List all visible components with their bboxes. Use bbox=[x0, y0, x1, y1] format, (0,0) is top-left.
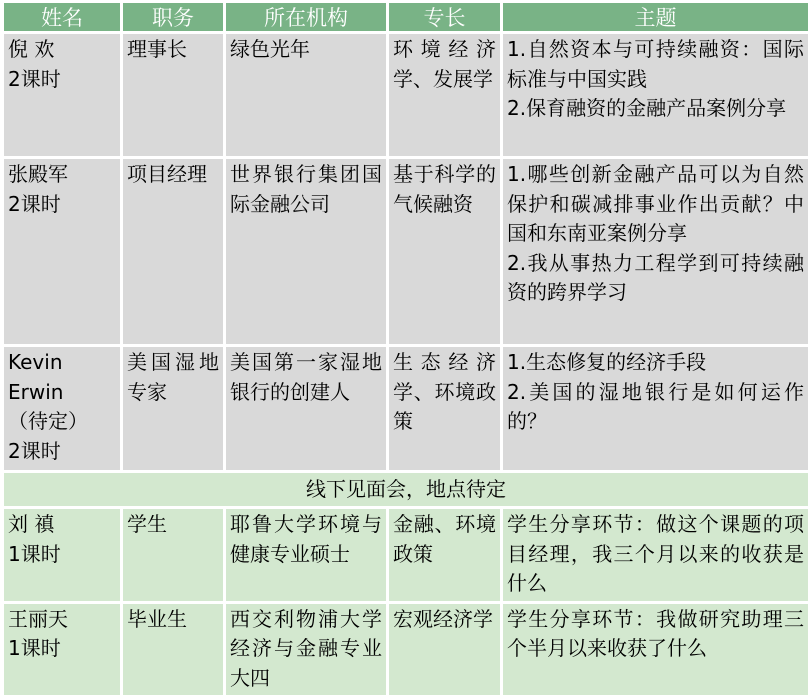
speaker-hours: 2课时 bbox=[8, 191, 61, 216]
speaker-cell bbox=[3, 346, 122, 472]
topic-cell: 学生分享环节：我做研究助理三个半月以来收获了什么 bbox=[502, 602, 809, 697]
expertise-cell: 金融、环境政策 bbox=[388, 508, 502, 603]
role-cell: 学生 bbox=[122, 508, 225, 603]
header-expertise: 专长 bbox=[388, 2, 502, 33]
speaker-cell bbox=[3, 33, 122, 158]
table-row bbox=[3, 33, 809, 158]
course-schedule-table bbox=[1, 0, 809, 698]
header-row bbox=[3, 2, 809, 33]
expertise-cell: 基于科学的气候融资 bbox=[388, 158, 502, 346]
speaker-name: 王丽天 bbox=[8, 606, 68, 631]
section-row bbox=[3, 472, 809, 508]
topic-item: 1.哪些创新金融产品可以为自然保护和碳减排事业作出贡献？中国和东南亚案例分享 bbox=[507, 162, 804, 245]
speaker-name: 张殿军 bbox=[8, 162, 68, 186]
topic-item: 2.保育融资的金融产品案例分享 bbox=[507, 96, 787, 120]
topic-cell bbox=[502, 346, 809, 472]
role-cell: 美国湿地专家 bbox=[122, 346, 225, 472]
section-label: 线下见面会，地点待定 bbox=[3, 472, 809, 508]
speaker-hours: 1课时 bbox=[8, 636, 61, 660]
table-row bbox=[3, 508, 809, 603]
role-cell: 理事长 bbox=[122, 33, 225, 158]
table-row bbox=[3, 346, 809, 472]
org-cell: 西交利物浦大学经济与金融专业大四 bbox=[225, 602, 388, 697]
speaker-hours: 2课时 bbox=[8, 438, 61, 463]
speaker-cell bbox=[3, 602, 122, 697]
topic-cell: 学生分享环节：做这个课题的项目经理，我三个月以来的收获是什么 bbox=[502, 508, 809, 603]
speaker-cell bbox=[3, 508, 122, 603]
speaker-name: 刘 禛 bbox=[8, 512, 55, 536]
expertise-cell: 宏观经济学 bbox=[388, 602, 502, 697]
org-cell: 世界银行集团国际金融公司 bbox=[225, 158, 388, 346]
table-row bbox=[3, 158, 809, 346]
speaker-hours: 1课时 bbox=[8, 541, 61, 566]
speaker-cell bbox=[3, 158, 122, 346]
topic-item: 1.自然资本与可持续融资：国际标准与中国实践 bbox=[507, 37, 804, 91]
topic-cell bbox=[502, 158, 809, 346]
topic-item: 1.生态修复的经济手段 bbox=[507, 350, 707, 374]
speaker-hours: 2课时 bbox=[8, 66, 61, 91]
header-name: 姓名 bbox=[3, 2, 122, 33]
expertise-cell: 环境经济学、发展学 bbox=[388, 33, 502, 158]
org-cell: 绿色光年 bbox=[225, 33, 388, 158]
topic-item: 2.我从事热力工程学到可持续融资的跨界学习 bbox=[507, 250, 804, 304]
topic-item: 2.美国的湿地银行是如何运作的？ bbox=[507, 379, 804, 433]
speaker-name: 倪 欢 bbox=[8, 37, 55, 61]
org-cell: 耶鲁大学环境与健康专业硕士 bbox=[225, 508, 388, 603]
header-role: 职务 bbox=[122, 2, 225, 33]
speaker-name-line: （待定） bbox=[8, 409, 88, 433]
table-row bbox=[3, 602, 809, 697]
speaker-name-line: Kevin bbox=[8, 350, 63, 374]
header-topic: 主题 bbox=[502, 2, 809, 33]
org-cell: 美国第一家湿地银行的创建人 bbox=[225, 346, 388, 472]
role-cell: 毕业生 bbox=[122, 602, 225, 697]
expertise-cell: 生态经济学、环境政策 bbox=[388, 346, 502, 472]
topic-cell bbox=[502, 33, 809, 158]
role-cell: 项目经理 bbox=[122, 158, 225, 346]
speaker-name-line: Erwin bbox=[8, 379, 64, 404]
header-org: 所在机构 bbox=[225, 2, 388, 33]
